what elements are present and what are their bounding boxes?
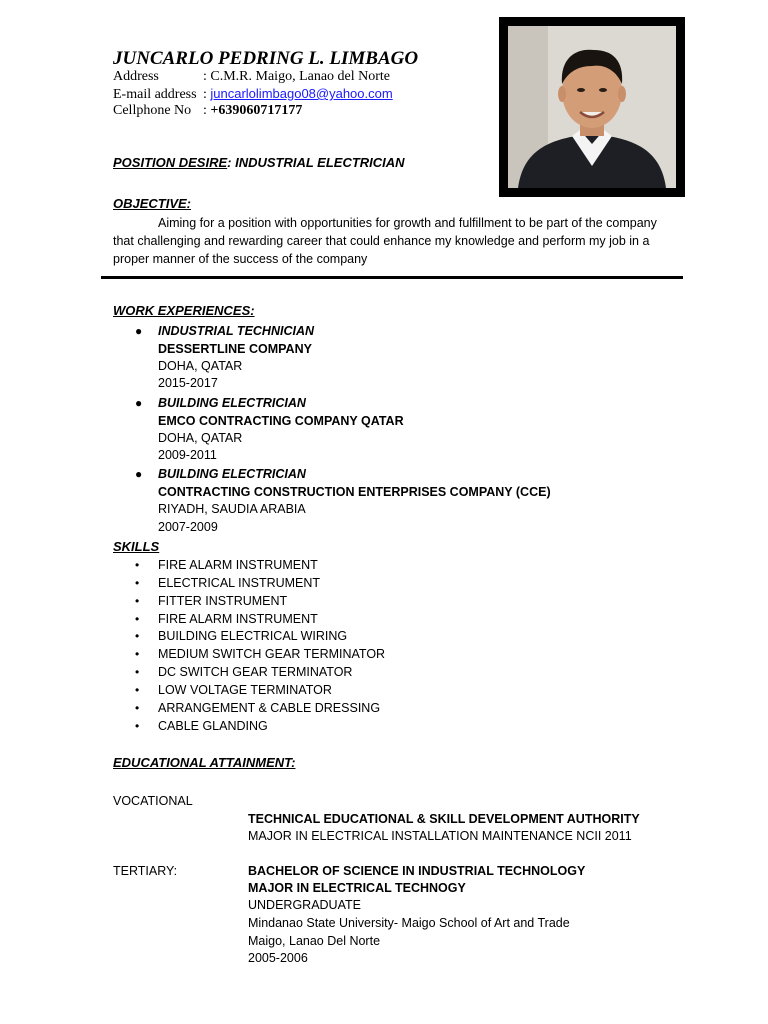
tertiary-school: Mindanao State University- Maigo School of Art and Trade <box>248 916 570 930</box>
objective-body: Aiming for a position with opportunities for growth and fulfillment to be part of the company that challenging and rewarding career that could enhance my knowledge and perform my job in a proper manner of the success of the company <box>113 216 657 266</box>
vocational-label: VOCATIONAL <box>113 794 193 808</box>
email-row <box>113 86 393 103</box>
skill-item: LOW VOLTAGE TERMINATOR <box>158 683 332 697</box>
profile-photo-image <box>508 26 676 188</box>
bullet-icon: • <box>135 629 140 643</box>
skill-item: DC SWITCH GEAR TERMINATOR <box>158 665 353 679</box>
bullet-icon: ● <box>135 324 143 338</box>
job-title: INDUSTRIAL TECHNICIAN <box>158 324 315 338</box>
address-row <box>113 69 390 85</box>
position-label: POSITION DESIRE <box>113 155 228 170</box>
bullet-icon: • <box>135 665 140 679</box>
bullet-icon: • <box>135 576 140 590</box>
objective-heading: OBJECTIVE: <box>113 196 192 211</box>
bullet-icon: • <box>135 701 140 715</box>
job-years: 2015-2017 <box>158 376 218 390</box>
skill-item: ELECTRICAL INSTRUMENT <box>158 576 321 590</box>
skill-item: CABLE GLANDING <box>158 719 268 733</box>
tertiary-status: UNDERGRADUATE <box>248 898 361 912</box>
job-location: RIYADH, SAUDIA ARABIA <box>158 502 306 516</box>
job-years: 2007-2009 <box>158 520 218 534</box>
skill-item: FIRE ALARM INSTRUMENT <box>158 558 318 572</box>
bullet-icon: • <box>135 647 140 661</box>
job-company: DESSERTLINE COMPANY <box>158 342 312 356</box>
skill-item: FITTER INSTRUMENT <box>158 594 288 608</box>
tertiary-location: Maigo, Lanao Del Norte <box>248 934 381 948</box>
address-value: : C.M.R. Maigo, Lanao del Norte <box>203 69 391 84</box>
job-years: 2009-2011 <box>158 448 217 462</box>
bullet-icon: ● <box>135 467 143 481</box>
bullet-icon: • <box>135 719 140 733</box>
position-desired <box>113 155 405 170</box>
job-location: DOHA, QATAR <box>158 359 243 373</box>
job-company: EMCO CONTRACTING COMPANY QATAR <box>158 414 404 428</box>
objective-text <box>113 214 673 268</box>
skill-item: MEDIUM SWITCH GEAR TERMINATOR <box>158 647 386 661</box>
job-company: CONTRACTING CONSTRUCTION ENTERPRISES COMPANY (CCE) <box>158 485 551 499</box>
phone-colon: : <box>203 103 211 118</box>
vocational-school: TECHNICAL EDUCATIONAL & SKILL DEVELOPMENT AUTHORITY <box>248 812 640 826</box>
profile-photo <box>499 17 685 197</box>
person-photo-icon <box>508 26 676 188</box>
bullet-icon: ● <box>135 396 143 410</box>
email-label: E-mail address <box>113 87 197 102</box>
email-link[interactable]: juncarlolimbago08@yahoo.com <box>210 86 393 101</box>
tertiary-label: TERTIARY: <box>113 864 178 878</box>
position-value: : INDUSTRIAL ELECTRICIAN <box>227 155 405 170</box>
skill-item: FIRE ALARM INSTRUMENT <box>158 612 318 626</box>
education-heading: EDUCATIONAL ATTAINMENT: <box>113 755 296 770</box>
applicant-name: JUNCARLO PEDRING L. LIMBAGO <box>113 48 419 69</box>
section-divider <box>101 276 683 279</box>
tertiary-years: 2005-2006 <box>248 951 308 965</box>
bullet-icon: • <box>135 594 140 608</box>
address-label: Address <box>113 69 159 84</box>
job-title: BUILDING ELECTRICIAN <box>158 396 306 410</box>
tertiary-major: MAJOR IN ELECTRICAL TECHNOGY <box>248 881 466 895</box>
phone-value: +639060717177 <box>210 103 303 118</box>
vocational-major: MAJOR IN ELECTRICAL INSTALLATION MAINTENANCE NCII 2011 <box>248 829 632 843</box>
phone-label: Cellphone No <box>113 103 192 118</box>
skill-item: ARRANGEMENT & CABLE DRESSING <box>158 701 381 715</box>
bullet-icon: • <box>135 558 140 572</box>
skills-heading: SKILLS <box>113 539 160 554</box>
bullet-icon: • <box>135 683 140 697</box>
job-title: BUILDING ELECTRICIAN <box>158 467 306 481</box>
phone-row <box>113 103 302 119</box>
tertiary-degree: BACHELOR OF SCIENCE IN INDUSTRIAL TECHNOLOGY <box>248 864 586 878</box>
job-location: DOHA, QATAR <box>158 431 243 445</box>
work-heading: WORK EXPERIENCES: <box>113 303 255 318</box>
email-colon: : <box>203 87 211 102</box>
bullet-icon: • <box>135 612 140 626</box>
skill-item: BUILDING ELECTRICAL WIRING <box>158 629 348 643</box>
